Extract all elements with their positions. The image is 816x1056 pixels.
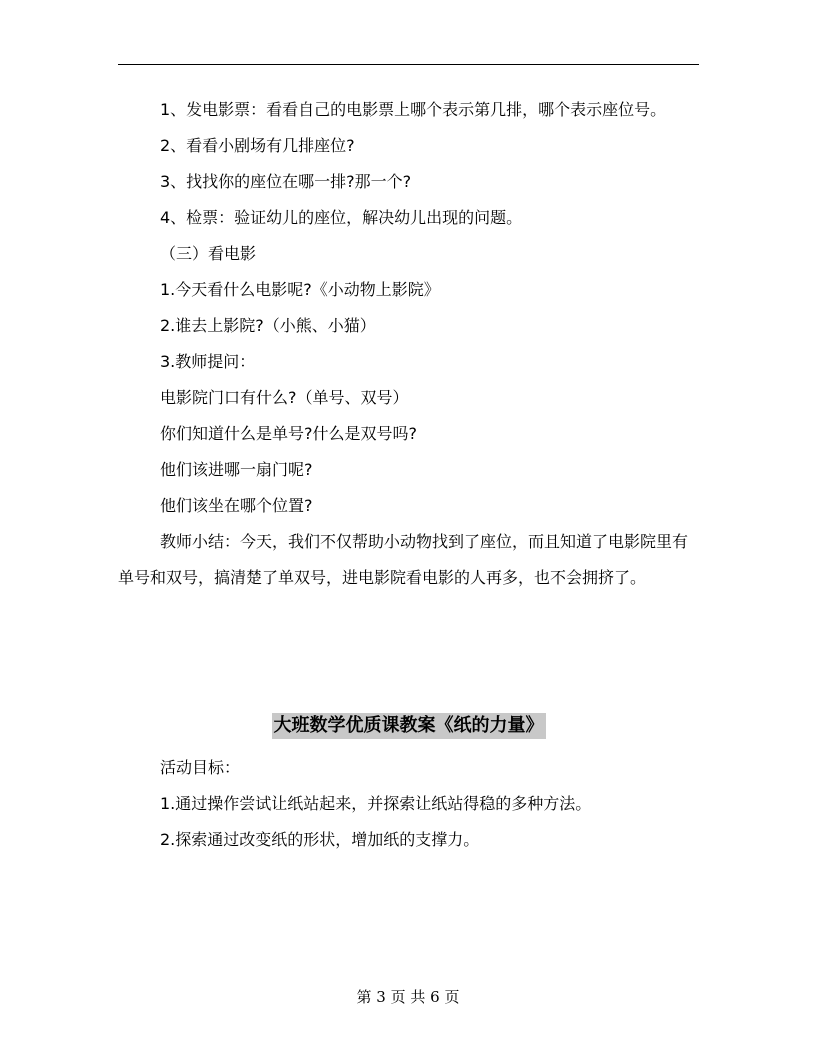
lesson-title: 大班数学优质课教案《纸的力量》 [272,713,546,739]
paragraph-what-movie: 1.今天看什么电影呢?《小动物上影院》 [160,280,440,299]
question-odd-even: 你们知道什么是单号?什么是双号吗? [160,424,417,443]
paragraph-who-goes: 2.谁去上影院?（小熊、小猫） [160,316,376,335]
paragraph-rows: 2、看看小剧场有几排座位? [160,136,355,155]
activity-goals [118,750,699,858]
paragraph-find-seat: 3、找找你的座位在哪一排?那一个? [160,172,412,191]
goals-heading: 活动目标： [160,758,241,777]
question-door: 电影院门口有什么?（单号、双号） [160,388,409,407]
lesson-title-wrap [118,708,699,744]
paragraph-ticket: 1、发电影票：看看自己的电影票上哪个表示第几排，哪个表示座位号。 [160,100,667,119]
section-heading-watch-movie: （三）看电影 [160,244,257,263]
question-which-seat: 他们该坐在哪个位置? [160,496,313,515]
page-footer [0,986,816,1008]
goal-item-2: 2.探索通过改变纸的形状，增加纸的支撑力。 [160,830,480,849]
goal-item-1: 1.通过操作尝试让纸站起来，并探索让纸站得稳的多种方法。 [160,794,592,813]
header-rule [118,64,699,65]
document-body [118,92,699,858]
question-which-door: 他们该进哪一扇门呢? [160,460,313,479]
paragraph-teacher-question: 3.教师提问： [160,352,256,371]
paragraph-check-ticket: 4、检票：验证幼儿的座位，解决幼儿出现的问题。 [160,208,523,227]
paragraph-teacher-summary: 教师小结：今天，我们不仅帮助小动物找到了座位，而且知道了电影院里有单号和双号，搞清楚了单双号，进电影院看电影的人再多，也不会拥挤了。 [118,532,689,587]
page-number: 第 3 页 共 6 页 [356,988,460,1006]
